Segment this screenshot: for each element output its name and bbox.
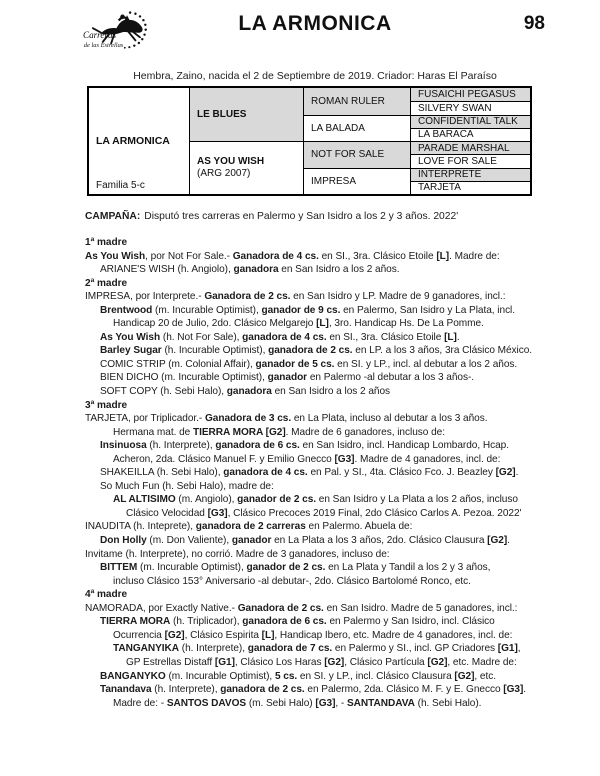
pedigree-text-line: Hermana mat. de TIERRA MORA [G2]. Madre de 6 ganadores, incluso de:	[113, 426, 445, 438]
pedigree-text-line: INAUDITA (h. Inteprete), ganadora de 2 carreras en Palermo. Abuela de:	[85, 521, 413, 533]
grandsire-maternal-cell: NOT FOR SALE	[303, 141, 410, 168]
campaign-text: Disputó tres carreras en Palermo y San Isidro a los 2 y 3 años. 2022'	[144, 211, 459, 222]
pedigree-text-line: AL ALTISIMO (m. Angiolo), ganador de 2 cs. en San Isidro y La Plata a los 2 años, incluso	[113, 494, 518, 506]
pedigree-text-line: Acheron, 2da. Clásico Manuel F. y Emilio Gnecco [G3]. Madre de 4 ganadores, incl. de:	[113, 453, 501, 465]
pedigree-text-line: Clásico Velocidad [G3], Clásico Precoces 2019 Final, 2do Clásico Carlos A. Pezoa. 2022'	[126, 507, 522, 519]
pedigree-text-line: NAMORADA, por Exactly Native.- Ganadora de 2 cs. en San Isidro. Madre de 5 ganadores, incl.:	[85, 602, 518, 614]
pedigree-text-line: Barley Sugar (h. Incurable Optimist), ganadora de 2 cs. en LP. a los 3 años, 3ra Clásico México.	[100, 345, 533, 357]
great-grandparent-cell: CONFIDENTIAL TALK	[410, 115, 530, 128]
pedigree-text-line: TARJETA, por Triplicador.- Ganadora de 3 cs. en La Plata, incluso al debutar a los 3 años.	[85, 413, 488, 425]
granddam-paternal-cell: LA BALADA	[303, 115, 410, 142]
pedigree-text-line: ARIANE'S WISH (h. Angiolo), ganadora en San Isidro a los 2 años.	[100, 264, 400, 276]
pedigree-text-line: TIERRA MORA (h. Triplicador), ganadora de 6 cs. en Palermo y San Isidro, incl. Clásico	[100, 616, 495, 628]
subject-cell	[89, 88, 189, 194]
pedigree-text-line: GP Estrellas Distaff [G1], Clásico Los Haras [G2], Clásico Partícula [G2], etc. Madre de:	[126, 656, 517, 668]
pedigree-text-line: TANGANYIKA (h. Interprete), ganadora de 7 cs. en Palermo y SI., incl. GP Criadores [G1],	[113, 643, 521, 655]
section-heading: 3ª madre	[85, 399, 128, 411]
pedigree-text-line: As You Wish (h. Not For Sale), ganadora de 4 cs. en SI., 3ra. Clásico Etoile [L].	[100, 331, 460, 343]
great-grandparent-cell: FUSAICHI PEGASUS	[410, 88, 530, 101]
carreras-de-las-estrellas-logo	[83, 10, 159, 54]
pedigree-text-line: SHAKEILLA (h. Sebi Halo), ganadora de 4 cs. en Pal. y SI., 4ta. Clásico Fco. J. Beazley [G2].	[100, 467, 519, 479]
dam-name: AS YOU WISH	[197, 156, 265, 167]
dam-cell	[189, 141, 303, 194]
page-number: 98	[523, 13, 545, 34]
great-grandparent-cell: TARJETA	[410, 181, 530, 194]
page-content	[85, 0, 545, 710]
pedigree-table	[87, 86, 532, 196]
pedigree-text-line: So Much Fun (h. Sebi Halo), madre de:	[100, 480, 274, 492]
pedigree-text-line: BANGANYKO (m. Incurable Optimist), 5 cs. en SI. y LP., incl. Clásico Clausura [G2], etc.	[100, 670, 496, 682]
pedigree-text-line: Ocurrencia [G2], Clásico Espirita [L], Handicap Ibero, etc. Madre de 4 ganadores, incl. de:	[113, 629, 513, 641]
pedigree-text-line: incluso Clásico 153° Aniversario -al debutar-, 2do. Clásico Bartolomé Ronco, etc.	[113, 575, 471, 587]
great-grandparent-cell: SILVERY SWAN	[410, 101, 530, 114]
dam-detail: (ARG 2007)	[197, 168, 251, 179]
section-heading: 2ª madre	[85, 277, 128, 289]
section-heading: 1ª madre	[85, 237, 128, 248]
pedigree-text	[85, 236, 545, 710]
pedigree-text-line: Handicap 20 de Julio, 2do. Clásico Melgarejo [L], 3ro. Handicap Hs. De La Pomme.	[113, 318, 484, 330]
horse-description: Hembra, Zaino, nacida el 2 de Septiembre de 2019. Criador: Haras El Paraíso	[133, 70, 497, 82]
pedigree-text-line: As You Wish, por Not For Sale.- Ganadora de 4 cs. en SI., 3ra. Clásico Etoile [L]. Madre de:	[85, 250, 500, 262]
family-label: Familia 5-c	[96, 180, 145, 191]
pedigree-text-line: SOFT COPY (h. Sebi Halo), ganadora en San Isidro a los 2 años	[100, 386, 391, 398]
pedigree-text-line: Insinuosa (h. Interprete), ganadora de 6 cs. en San Isidro, incl. Handicap Lombardo, Hcap.	[100, 440, 509, 452]
pedigree-text-line: Don Holly (m. Don Valiente), ganador en La Plata a los 3 años, 2do. Clásico Clausura [G2].	[100, 535, 510, 547]
section-heading: 4ª madre	[85, 589, 128, 601]
logo-word-carreras: Carreras	[83, 30, 117, 41]
sire-cell: LE BLUES	[189, 88, 303, 141]
great-grandparent-cell: LOVE FOR SALE	[410, 154, 530, 167]
great-grandparent-cell: LA BARACA	[410, 128, 530, 141]
great-grandparent-cell: INTERPRETE	[410, 168, 530, 181]
granddam-maternal-cell: IMPRESA	[303, 168, 410, 195]
page-title: LA ARMONICA	[238, 12, 392, 35]
subject-name: LA ARMONICA	[96, 135, 170, 147]
pedigree-text-line: Tanandava (h. Interprete), ganadora de 2 cs. en Palermo, 2da. Clásico M. F. y E. Gnecco [G3].	[100, 684, 527, 696]
pedigree-text-line: IMPRESA, por Interprete.- Ganadora de 2 cs. en San Isidro y LP. Madre de 9 ganadores, incl.:	[85, 291, 506, 303]
pedigree-text-line: BIEN DICHO (m. Incurable Optimist), ganador en Palermo -al debutar a los 3 años-.	[100, 372, 475, 384]
campaign-line	[85, 211, 545, 222]
grandsire-paternal-cell: ROMAN RULER	[303, 88, 410, 115]
pedigree-text-line: BITTEM (m. Incurable Optimist), ganador de 2 cs. en La Plata y Tandil a los 2 y 3 años,	[100, 562, 491, 574]
pedigree-text-line: Madre de: - SANTOS DAVOS (m. Sebi Halo) [G3], - SANTANDAVA (h. Sebi Halo).	[113, 697, 482, 709]
campaign-label: CAMPAÑA:	[85, 211, 141, 222]
great-grandparent-cell: PARADE MARSHAL	[410, 141, 530, 154]
pedigree-text-line: COMIC STRIP (m. Colonial Affair), ganador de 5 cs. en SI. y LP., incl. al debutar a los 2 años.	[100, 358, 518, 370]
page-header	[85, 0, 545, 68]
pedigree-text-line: Brentwood (m. Incurable Optimist), ganador de 9 cs. en Palermo, San Isidro y La Plata, incl.	[100, 304, 516, 316]
pedigree-text-line: Invitame (h. Interprete), no corrió. Madre de 3 ganadores, incluso de:	[85, 548, 390, 560]
logo-word-de-las-estrellas: de las Estrellas	[83, 42, 124, 50]
